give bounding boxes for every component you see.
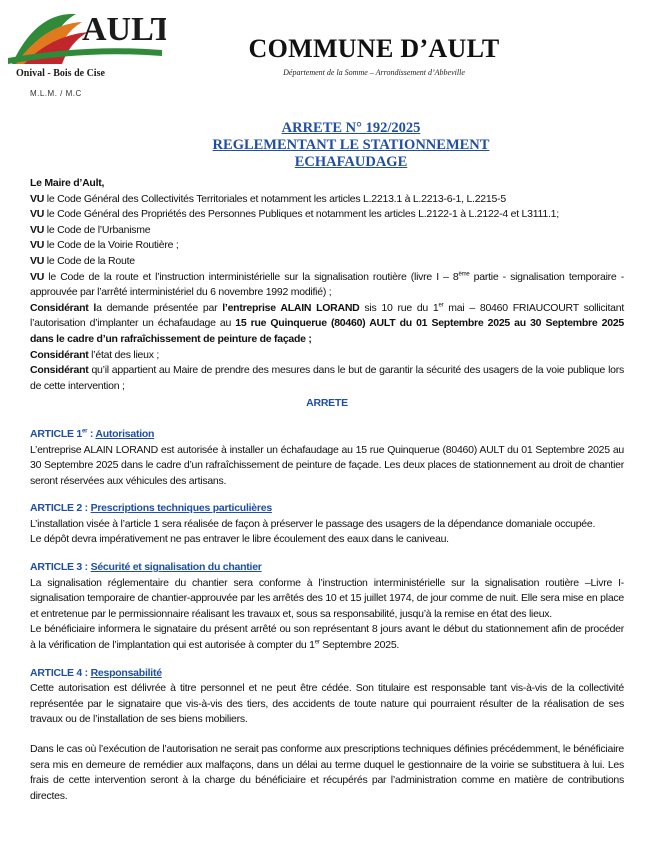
vu-line-1: VU le Code Général des Collectivités Territoriales et notamment les articles L.2213.1 à L.2213-6-1, L.2215-5 xyxy=(30,192,506,205)
arrete-subject: REGLEMENTANT LE STATIONNEMENT xyxy=(212,137,490,153)
article-2-heading: ARTICLE 2 : Prescriptions techniques particulières xyxy=(30,502,272,515)
considerant-2: Considérant l’état des lieux ; xyxy=(30,348,160,361)
vu-line-5: VU le Code de la Route xyxy=(30,254,135,267)
logo-subtitle: Onival - Bois de Cise xyxy=(16,68,105,79)
department-subtitle: Département de la Somme – Arrondissement d’Abbeville xyxy=(283,68,465,77)
logo-text: AULT xyxy=(82,11,166,48)
considerant-3: Considérant qu’il appartient au Maire de prendre des mesures dans le but de garantir la sécurité des usagers de la voie publique lors de cette intervention ; xyxy=(30,364,624,392)
article-4-text-2: Dans le cas où l’exécution de l’autorisation ne serait pas conforme aux prescriptions techniques définies précédemment, le bénéficiaire sera mis en demeure de remédier aux malfaçons, dans un délai au terme duquel le gestionnaire de la voirie se substituera à lui. Les frais de cette intervention seront à la charge du bénéficiaire et récupérés par l’administration comme en matière de contributions directes. xyxy=(30,743,624,802)
arrete-number: ARRETE N° 192/2025 xyxy=(281,120,421,136)
vu-line-4: VU le Code de la Voirie Routière ; xyxy=(30,239,179,252)
vu-line-6: VU le Code de la route et l’instruction interministérielle sur la signalisation routière (livre I – 8ème partie - signalisation temporaire - approuvée par l’arrêté interministériel du 6 novembre 1992 modifié) ; xyxy=(30,270,624,299)
maire-line: Le Maire d’Ault, xyxy=(30,177,105,189)
article-4-heading: ARTICLE 4 : Responsabilité xyxy=(30,666,162,679)
considerant-1: Considérant la demande présentée par l’entreprise ALAIN LORAND sis 10 rue du 1er mai – 80460 FRIAUCOURT sollicitant l’autorisation d’implanter un échafaudage au 15 rue Quinquerue (80460) AULT du 01 Septembre 2025 au 30 Septembre 2025 dans le cadre d’un rafraîchissement de peinture de façade ; xyxy=(30,301,625,345)
arrete-subject-2: ECHAFAUDAGE xyxy=(294,154,408,170)
arrete-heading: ARRETE xyxy=(306,397,348,410)
article-1-text: L’entreprise ALAIN LORAND est autorisée à installer un échafaudage au 15 rue Quinquerue (80460) AULT du 01 Septembre 2025 au 30 Septembre 2025 dans le cadre d’un rafraîchissement de peinture de façade. Les deux places de stationnement au droit de chantier seront réservées aux véhicules des artisans. xyxy=(30,443,624,487)
vu-line-3: VU le Code de l’Urbanisme xyxy=(30,223,151,236)
author-initials: M.L.M. / M.C xyxy=(30,89,82,98)
paragraph-gap xyxy=(30,728,624,742)
article-3-text-2: Le bénéficiaire informera le signataire du présent arrêté ou son représentant 8 jours avant le début du stationnement afin de procéder à la vérification de l’implantation qui est autorisée à compter du 1er Septembre 2025. xyxy=(30,623,624,652)
article-1-heading: ARTICLE 1er : Autorisation xyxy=(30,427,155,440)
article-3-text-1: La signalisation réglementaire du chantier sera conforme à l’instruction interministérielle sur la signalisation routière –Livre I- signalisation temporaire de chantier-approuvée par les arrêtés des 10 et 15 juillet 1974, de jour comme de nuit. Elle sera mise en place et entretenue par le permissionnaire réalisant les travaux et, sous sa responsabilité, jusqu’à la remise en état des lieux. xyxy=(30,576,624,620)
article-2-text-1: L’installation visée à l’article 1 sera réalisée de façon à préserver le passage des usagers de la dépendance domaniale occupée. xyxy=(30,517,596,530)
article-2-text-2: Le dépôt devra impérativement ne pas entraver le libre écoulement des eaux dans le caniveau. xyxy=(30,533,449,546)
vu-line-2: VU le Code Général des Propriétés des Personnes Publiques et notamment les articles L.2122-1 à L.2122-4 et L3111.1; xyxy=(30,208,559,221)
article-4-text-1: Cette autorisation est délivrée à titre personnel et ne peut être cédée. Son titulaire est responsable tant vis-à-vis de la collectivité représentée par le signataire que vis-à-vis des tiers, des accidents de toute nature qui pourraient résulter de la réalisation de ses travaux ou de l’installation de ses biens mobiliers. xyxy=(30,682,624,726)
document-body xyxy=(30,176,624,804)
commune-title: COMMUNE D’AULT xyxy=(248,34,500,63)
article-3-heading: ARTICLE 3 : Sécurité et signalisation du chantier xyxy=(30,561,262,574)
